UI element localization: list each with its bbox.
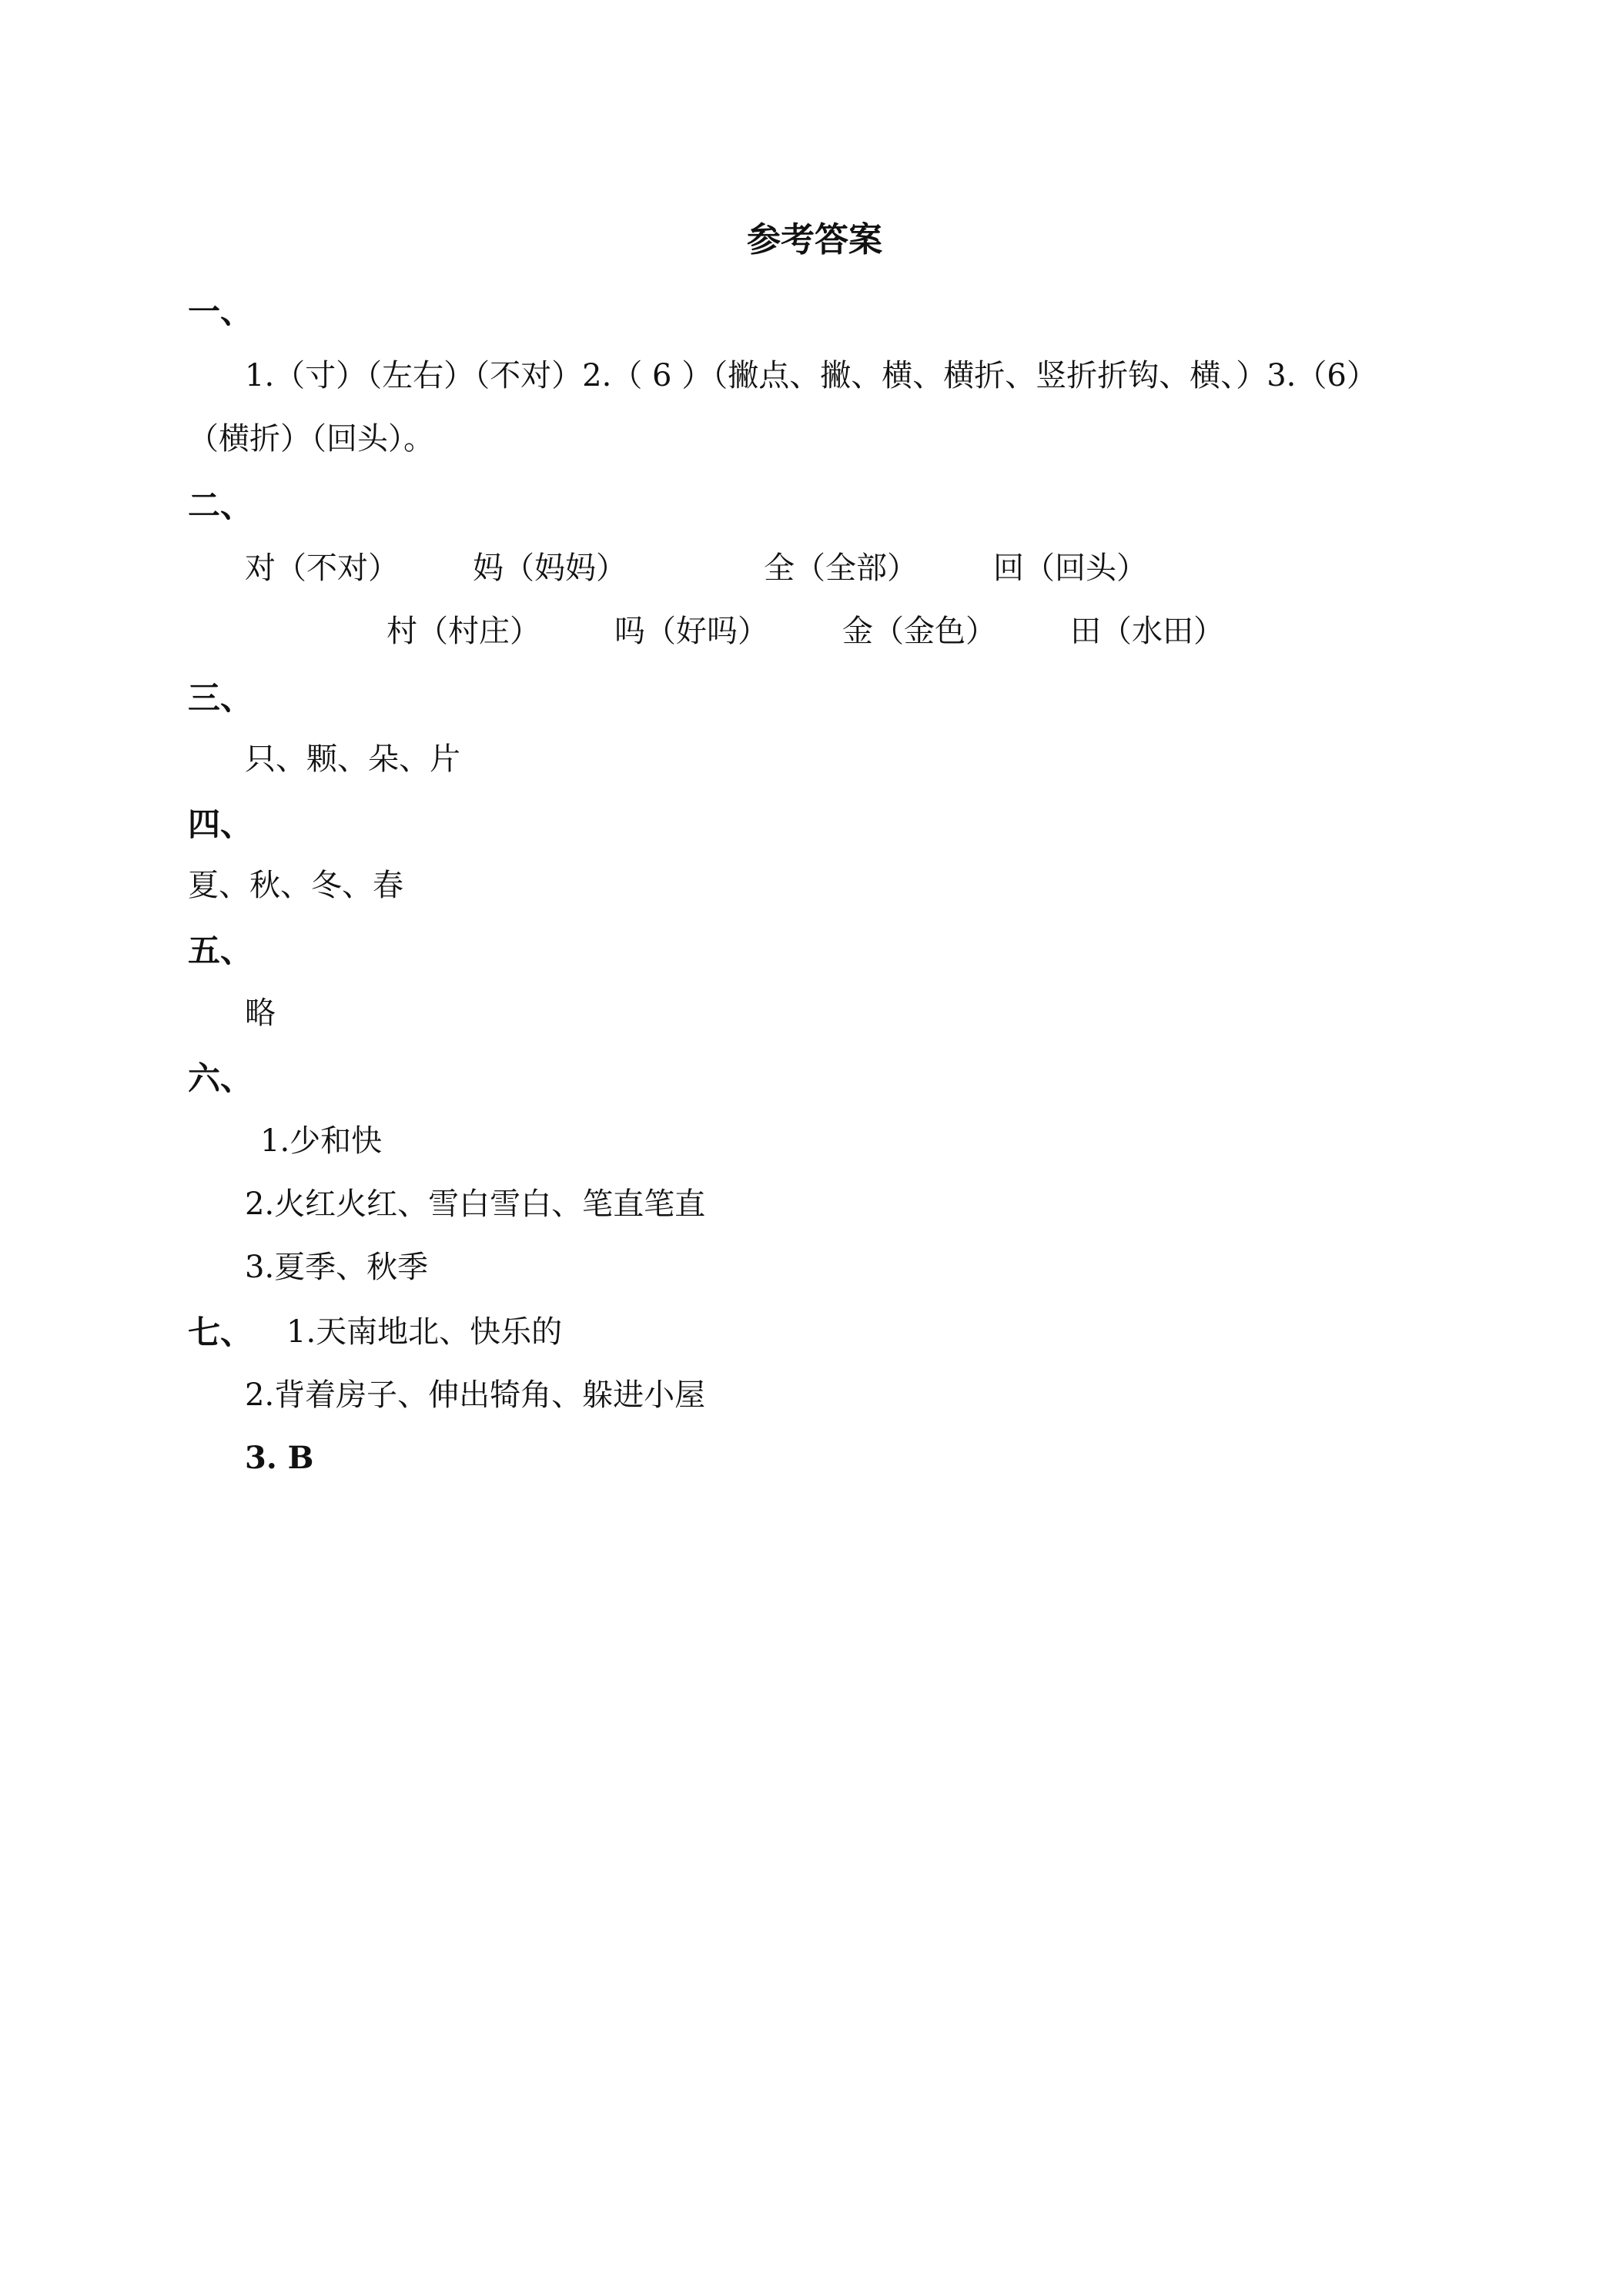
- word-pair: 田（水田）: [1070, 614, 1224, 649]
- page-title: 参考答案: [747, 220, 882, 259]
- answer-line: 只、颗、朵、片: [245, 741, 460, 777]
- word-pair: 对（不对）: [245, 551, 399, 586]
- word-pair: 妈（妈妈）: [473, 551, 627, 586]
- word-pair: 吗（好吗）: [614, 614, 768, 649]
- section-heading-2: 二、: [188, 487, 253, 524]
- answer-line: （横折）（回头）。: [188, 421, 434, 457]
- word-pair: 村（村庄）: [387, 614, 540, 649]
- answer-line: 略: [245, 996, 276, 1031]
- section-heading-7: 七、: [188, 1314, 253, 1351]
- section-heading-5: 五、: [188, 932, 253, 969]
- answer-item: 2.火红火红、雪白雪白、笔直笔直: [245, 1186, 706, 1222]
- section-heading-1: 一、: [188, 293, 253, 330]
- answer-line: 夏、秋、冬、春: [188, 868, 403, 903]
- word-pair: 全（全部）: [764, 551, 918, 586]
- answer-item: 2.背着房子、伸出犄角、躲进小屋: [245, 1377, 706, 1413]
- section-heading-3: 三、: [188, 679, 253, 717]
- word-pair: 金（金色）: [842, 614, 996, 649]
- answer-item: 3. B: [245, 1440, 314, 1476]
- answer-item: 3.夏季、秋季: [245, 1250, 429, 1285]
- section-heading-4: 四、: [188, 805, 253, 843]
- answer-line: 1.（寸）（左右）（不对）2.（ 6 ）（撇点、撇、横、横折、竖折折钩、横、）3.（6）: [245, 358, 1377, 393]
- word-pair: 回（回头）: [993, 551, 1147, 586]
- answer-item: 1.少和快: [260, 1123, 383, 1159]
- section-heading-6: 六、: [188, 1059, 253, 1097]
- answer-item: 1.天南地北、快乐的: [286, 1314, 563, 1350]
